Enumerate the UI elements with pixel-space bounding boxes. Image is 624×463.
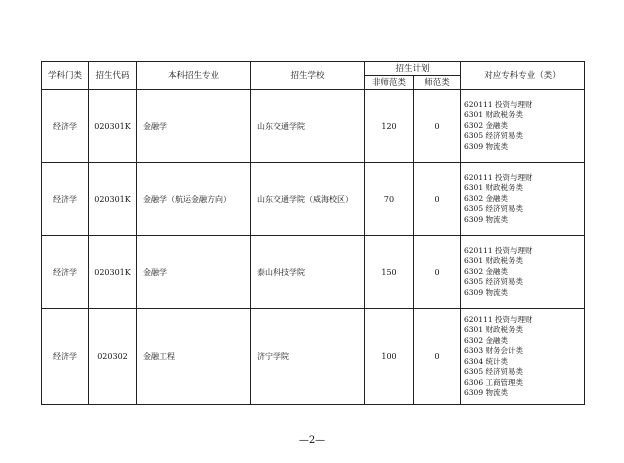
table-row (42, 163, 585, 236)
college-major-item: 6302 金融类 (464, 335, 508, 345)
header-code: 招生代码 (89, 62, 137, 90)
cell-non-normal: 70 (365, 163, 414, 236)
college-major-item: 6306 工商管理类 (464, 377, 523, 387)
header-plan: 招生计划 (365, 62, 461, 76)
college-major-item: 6309 物流类 (464, 214, 508, 224)
cell-non-normal: 120 (365, 90, 414, 163)
cell-college-majors (461, 309, 585, 405)
college-major-item: 620111 投资与理财 (464, 172, 533, 182)
header-discipline: 学科门类 (42, 62, 89, 90)
cell-code: 020301K (89, 163, 137, 236)
header-school: 招生学校 (251, 62, 365, 90)
college-major-item: 6302 金融类 (464, 266, 508, 276)
cell-code: 020302 (89, 309, 137, 405)
college-major-item: 6305 经济贸易类 (464, 131, 523, 141)
cell-school: 泰山科技学院 (251, 236, 365, 309)
cell-non-normal: 150 (365, 236, 414, 309)
college-major-item: 6309 物流类 (464, 287, 508, 297)
cell-school: 山东交通学院 (251, 90, 365, 163)
college-major-item: 6309 物流类 (464, 141, 508, 151)
college-major-item: 6303 财务会计类 (464, 346, 523, 355)
college-major-item: 6301 财政税务类 (464, 183, 523, 193)
cell-discipline: 经济学 (42, 90, 89, 163)
table-row (42, 236, 585, 309)
cell-college-majors (461, 163, 585, 236)
cell-normal: 0 (414, 309, 461, 405)
cell-discipline: 经济学 (42, 309, 89, 405)
cell-major: 金融学 (137, 90, 251, 163)
cell-college-majors (461, 236, 585, 309)
college-major-item: 620111 投资与理财 (464, 314, 533, 324)
cell-code: 020301K (89, 236, 137, 309)
college-major-item: 6305 经济贸易类 (464, 277, 523, 287)
header-plan-non-normal: 非师范类 (365, 76, 414, 90)
cell-college-majors (461, 90, 585, 163)
college-major-item: 6305 经济贸易类 (464, 204, 523, 214)
cell-non-normal: 100 (365, 309, 414, 405)
header-plan-normal: 师范类 (414, 76, 461, 90)
header-major: 本科招生专业 (137, 62, 251, 90)
college-major-item: 6304 统计类 (464, 356, 508, 366)
college-major-item: 6301 财政税务类 (464, 256, 523, 266)
cell-normal: 0 (414, 236, 461, 309)
college-major-item: 6302 金融类 (464, 120, 508, 130)
cell-code: 020301K (89, 90, 137, 163)
college-major-item: 6302 金融类 (464, 193, 508, 203)
table-row (42, 90, 585, 163)
college-major-item: 6301 财政税务类 (464, 325, 523, 334)
enrollment-plan-table (41, 61, 585, 405)
cell-major: 金融工程 (137, 309, 251, 405)
cell-major: 金融学（航运金融方向） (137, 163, 251, 236)
college-major-item: 620111 投资与理财 (464, 99, 533, 109)
college-major-item: 6301 财政税务类 (464, 110, 523, 120)
cell-school: 山东交通学院（威海校区） (251, 163, 365, 236)
header-college-majors: 对应专科专业（类） (461, 62, 585, 90)
college-major-item: 620111 投资与理财 (464, 245, 533, 255)
college-major-item: 6305 经济贸易类 (464, 367, 523, 376)
cell-discipline: 经济学 (42, 236, 89, 309)
college-major-item: 6309 物流类 (464, 388, 508, 397)
cell-normal: 0 (414, 90, 461, 163)
cell-normal: 0 (414, 163, 461, 236)
page-number: —2— (298, 435, 326, 446)
cell-discipline: 经济学 (42, 163, 89, 236)
table-row (42, 309, 585, 405)
cell-major: 金融学 (137, 236, 251, 309)
cell-school: 济宁学院 (251, 309, 365, 405)
